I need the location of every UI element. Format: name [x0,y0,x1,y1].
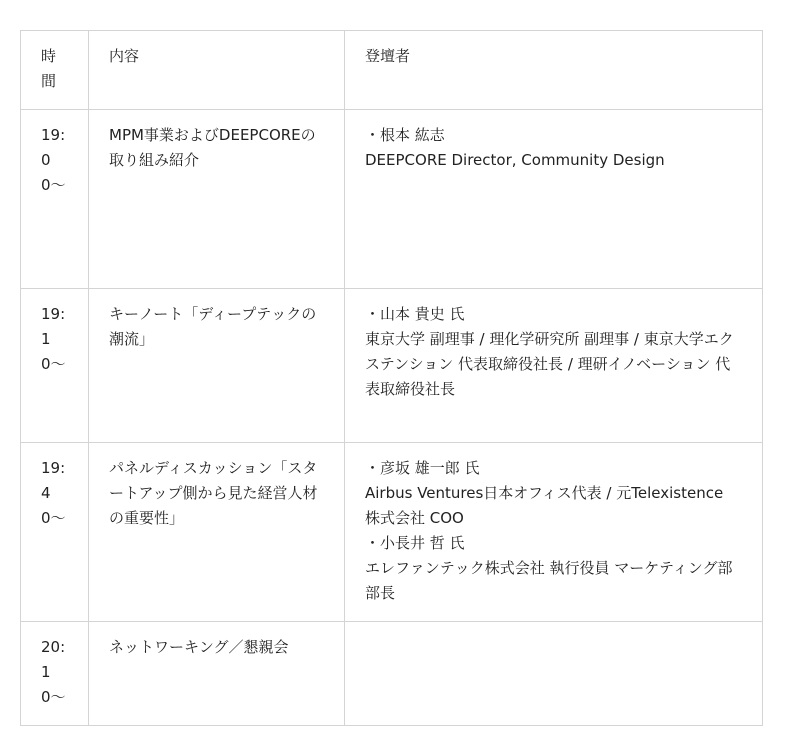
row-content: MPM事業およびDEEPCOREの取り組み紹介 [89,110,345,289]
row-time: 20:10〜 [21,622,89,726]
row-speakers [345,622,763,726]
speaker-line: DEEPCORE Director, Community Design [365,151,665,169]
speaker-line: ・根本 紘志 [365,126,445,144]
table-row [21,622,763,726]
table-header-row [21,31,763,110]
speaker-line: 東京大学 副理事 / 理化学研究所 副理事 / 東京大学エクステンション 代表取締役社長 / 理研イノベーション 代表取締役社長 [365,330,734,398]
header-time: 時間 [21,31,89,110]
header-content: 内容 [89,31,345,110]
row-time: 19:40〜 [21,443,89,622]
row-speakers [345,443,763,622]
row-time: 19:00〜 [21,110,89,289]
table-row [21,289,763,443]
speaker-line: エレファンテック株式会社 執行役員 マーケティング部 部長 [365,559,738,602]
speaker-line: ・山本 貴史 氏 [365,305,465,323]
row-time: 19:10〜 [21,289,89,443]
schedule-table [20,30,763,726]
row-content: パネルディスカッション「スタートアップ側から見た経営人材の重要性」 [89,443,345,622]
row-content: キーノート「ディープテックの潮流」 [89,289,345,443]
speaker-line: ・小長井 哲 氏 [365,534,465,552]
table-row [21,110,763,289]
speaker-line: Airbus Ventures日本オフィス代表 / 元Telexistence 株式会社 COO [365,484,728,527]
speaker-line: ・彦坂 雄一郎 氏 [365,459,480,477]
row-speakers [345,110,763,289]
row-content: ネットワーキング／懇親会 [89,622,345,726]
table-row [21,443,763,622]
header-speakers: 登壇者 [345,31,763,110]
row-speakers [345,289,763,443]
